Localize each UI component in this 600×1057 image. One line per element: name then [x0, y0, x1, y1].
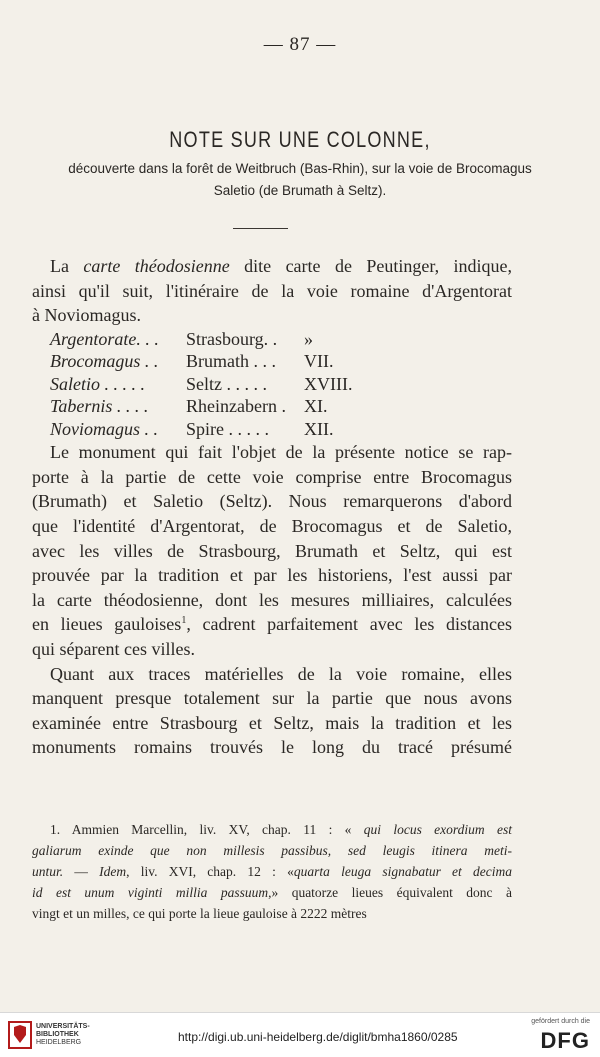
- footnote-line: 1. Ammien Marcellin, liv. XV, chap. 11 : « qui locus exordium est: [50, 822, 513, 837]
- subtitle: [40, 158, 560, 202]
- document-url-link[interactable]: http://digi.ub.uni-heidelberg.de/diglit/bmha1860/0285: [178, 1030, 458, 1044]
- text-line: Quant aux traces matérielles de la voie romaine, elles: [50, 663, 512, 684]
- paragraph: [32, 662, 512, 760]
- main-text: [32, 254, 512, 760]
- itinerary-row: Argentorate. . . Strasbourg. . »: [50, 328, 313, 349]
- footnote-marker: 1: [181, 615, 187, 627]
- text-line: en lieues gauloises$^1$, cadrent parfaitement avec les distances: [32, 614, 513, 635]
- text-line: Le monument qui fait l'objet de la présente notice se rap-: [50, 442, 512, 463]
- text-line: porte à la partie de cette voie comprise entre Brocomagus: [32, 466, 512, 487]
- paragraph: [32, 440, 512, 661]
- text-line: qui séparent ces villes.: [32, 639, 195, 660]
- viewer-footer: [0, 1012, 600, 1057]
- text-line: (Brumath) et Saletio (Seltz). Nous remarquerons d'abord: [32, 491, 512, 512]
- itinerary-row: Brocomagus . . Brumath . . . VII.: [50, 351, 334, 372]
- itinerary-row: Saletio . . . . . Seltz . . . . . XVIII.: [50, 373, 353, 394]
- subtitle-line: découverte dans la forêt de Weitbruch (Bas-Rhin), sur la voie de Brocomagus: [68, 161, 532, 176]
- text-line: La carte théodosienne dite carte de Peutinger, indique,: [50, 256, 512, 276]
- text-line: manquent presque totalement sur la partie que nous avons: [32, 688, 512, 709]
- funded-by-label: gefördert durch die: [531, 1018, 590, 1025]
- title-divider: [233, 228, 288, 229]
- text-line: examinée entre Strasbourg et Seltz, mais la tradition et les: [32, 712, 512, 733]
- text-line: que l'identité d'Argentorat, de Brocomagus et de Saletio,: [32, 516, 512, 537]
- text-line: ainsi qu'il suit, l'itinéraire de la voie romaine d'Argentorat: [32, 280, 512, 301]
- subtitle-line: Saletio (de Brumath à Seltz).: [213, 183, 387, 198]
- footnote-line: untur. — Idem, liv. XVI, chap. 12 : «quarta leuga signabatur et decima: [32, 864, 513, 879]
- itinerary-list: [32, 328, 512, 441]
- footnote-line: galiarum exinde que non millesis passibus, sed leugis itinera meti-: [32, 843, 512, 858]
- text-line: avec les villes de Strasbourg, Brumath et Seltz, qui est: [32, 540, 512, 561]
- text-line: la carte théodosienne, dont les mesures milliaires, calculées: [32, 589, 512, 610]
- page-title: NOTE SUR UNE COLONNE,: [169, 127, 431, 152]
- footnote-line: vingt et un milles, ce qui porte la lieue gauloise à 2222 mètres: [32, 906, 367, 921]
- dfg-logo: DFG: [540, 1028, 590, 1053]
- page-number: — 87 —: [263, 34, 337, 55]
- itinerary-row: Tabernis . . . . Rheinzabern . XI.: [50, 396, 328, 417]
- text-line: prouvée par la tradition et par les historiens, l'est aussi par: [32, 565, 512, 586]
- text-line: monuments romains trouvés le long du tracé présumé: [32, 737, 512, 758]
- itinerary-row: Noviomagus . . Spire . . . . . XII.: [50, 418, 334, 439]
- text-line: à Noviomagus.: [32, 305, 141, 326]
- library-name: UNIVERSITÄTS- BIBLIOTHEK HEIDELBERG: [36, 1023, 90, 1046]
- university-seal-icon: [8, 1021, 32, 1049]
- footnote: [32, 819, 512, 924]
- footnote-line: id est unum viginti millia passuum,» quatorze lieues équivalent donc à: [32, 885, 512, 900]
